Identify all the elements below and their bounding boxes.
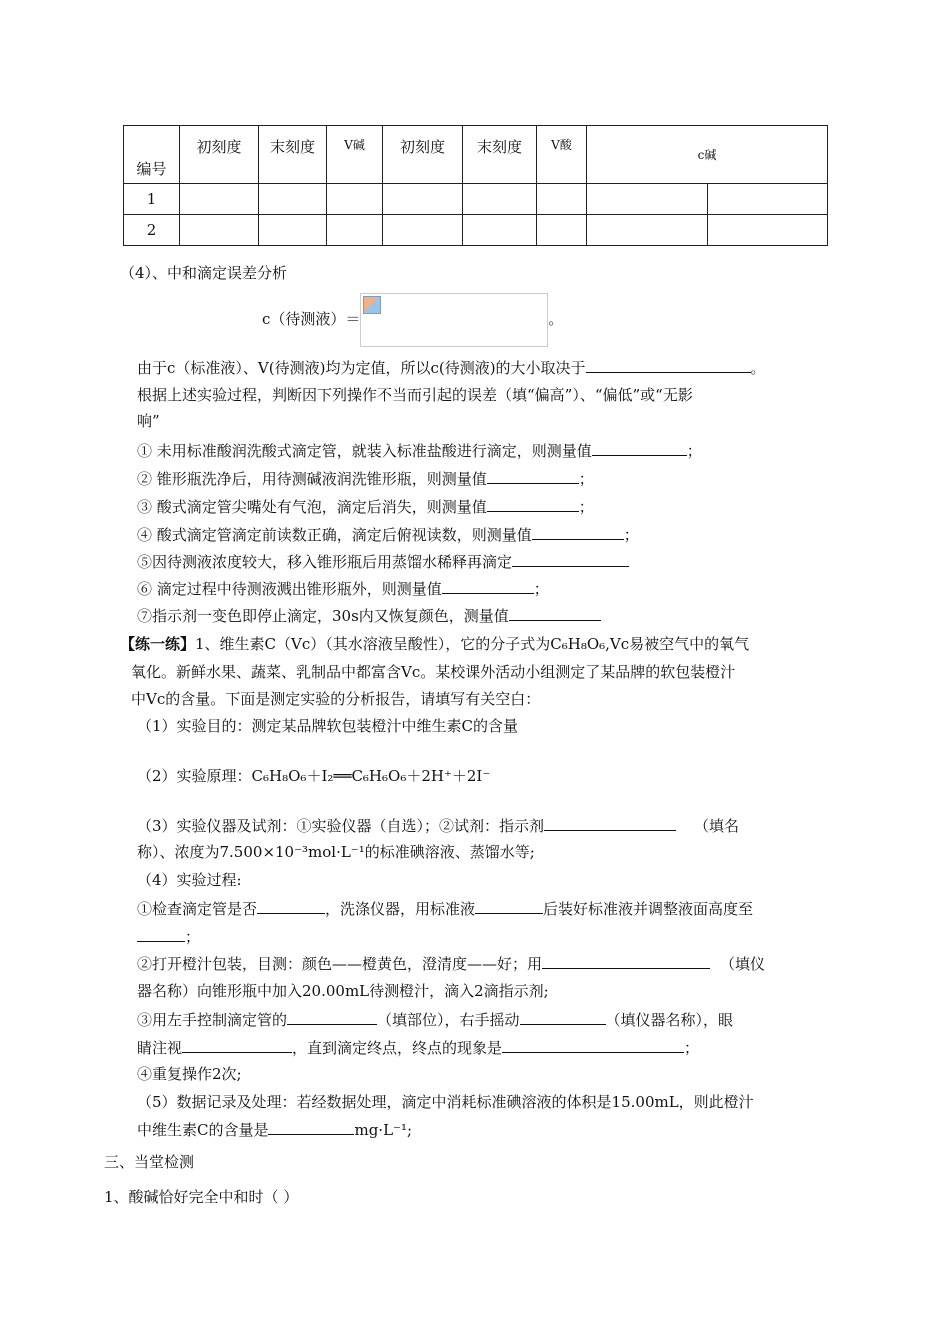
s4-line2: 根据上述实验过程，判断因下列操作不当而引起的误差（填“偏高”）、“偏低”或“无影: [137, 386, 693, 404]
titration-data-table: [123, 125, 828, 246]
error-item-7: ⑦指示剂一变色即停止滴定，30s内又恢复颜色，测量值: [137, 605, 601, 626]
header-v-base: V碱: [327, 126, 383, 184]
error-item-6: ⑥ 滴定过程中待测液溅出锥形瓶外，则测量值 ；: [137, 580, 549, 598]
record-line2: 中维生素C的含量是 mg·L⁻¹;: [137, 1121, 413, 1139]
header-final-1: 末刻度: [259, 126, 327, 184]
practice-line3: 中Vc的含量。下面是测定实验的分析报告，请填写有关空白：: [131, 690, 541, 708]
instruments-line2: 称）、浓度为7.500×10⁻³mol·L⁻¹的标准碘溶液、蒸馏水等;: [137, 843, 535, 861]
record-line1: （5）数据记录及处理：若经数据处理，滴定中消耗标准碘溶液的体积是15.00mL，则此橙汁: [137, 1093, 754, 1111]
step-2-cont: 器名称）向锥形瓶中加入20.00mL待测橙汁，滴入2滴指示剂;: [137, 982, 549, 1000]
question-1: 1、酸碱恰好完全中和时（ ）: [104, 1188, 299, 1206]
row-no: 2: [124, 215, 180, 246]
header-v-acid: V酸: [537, 126, 587, 184]
practice-tag: 【练一练】: [120, 635, 196, 653]
section-3-title: 三、当堂检测: [104, 1153, 195, 1171]
row-no: 1: [124, 184, 180, 215]
procedure-title: （4）实验过程:: [137, 871, 242, 889]
broken-image-icon: [363, 296, 381, 314]
practice-line1: 【练一练】1、维生素C（Vc）（其水溶液呈酸性），它的分子式为C₆H₈O₆,Vc易被空气中的氧气: [120, 635, 750, 653]
step-4: ④重复操作2次;: [137, 1065, 242, 1083]
step-1: ①检查滴定管是否 ，洗涤仪器，用标准液 后装好标准液并调整液面高度至: [137, 900, 754, 918]
formula-suffix: 。: [548, 310, 564, 328]
header-init-2: 初刻度: [383, 126, 463, 184]
formula-prefix: c（待测液）＝: [262, 310, 361, 328]
error-item-1: ① 未用标准酸润洗酸式滴定管，就装入标准盐酸进行滴定，则测量值 ；: [137, 442, 702, 460]
practice-principle: （2）实验原理：C₆H₈O₆＋I₂══C₆H₆O₆＋2H⁺＋2I⁻: [137, 767, 491, 785]
instruments-line1: （3）实验仪器及试剂：①实验仪器（自选）；②试剂：指示剂 （填名: [137, 817, 740, 835]
step-1-cont: ；: [137, 926, 200, 947]
error-item-4: ④ 酸式滴定管滴定前读数正确，滴定后俯视读数，则测量值 ；: [137, 526, 639, 544]
section-4-title: （4）、中和滴定误差分析: [120, 264, 288, 282]
header-init-1: 初刻度: [180, 126, 259, 184]
header-no: 编号: [124, 126, 180, 184]
header-final-2: 末刻度: [463, 126, 537, 184]
formula-line: [262, 293, 563, 347]
practice-aim: （1）实验目的：测定某品牌软包装橙汁中维生素C的含量: [137, 717, 519, 735]
step-3-cont: 睛注视 ，直到滴定终点，终点的现象是 ；: [137, 1039, 700, 1057]
s4-line1: 由于c（标准液）、V(待测液)均为定值，所以c(待测液)的大小取决于 。: [137, 359, 766, 377]
error-item-2: ② 锥形瓶洗净后，用待测碱液润洗锥形瓶，则测量值 ；: [137, 470, 594, 488]
formula-image-placeholder: [360, 293, 548, 347]
s4-line3: 响”: [137, 412, 160, 430]
error-item-5: ⑤因待测液浓度较大，移入锥形瓶后用蒸馏水稀释再滴定: [137, 551, 629, 572]
header-c-base: c碱: [587, 126, 828, 184]
step-2: ②打开橙汁包装，目测：颜色——橙黄色，澄清度——好；用 （填仪: [137, 955, 766, 973]
step-3: ③用左手控制滴定管的 （填部位），右手摇动 （填仪器名称），眼: [137, 1011, 734, 1029]
error-item-3: ③ 酸式滴定管尖嘴处有气泡，滴定后消失，则测量值 ；: [137, 498, 594, 516]
practice-line2: 氧化。新鲜水果、蔬菜、乳制品中都富含Vc。某校课外活动小组测定了某品牌的软包装橙汁: [131, 663, 736, 681]
